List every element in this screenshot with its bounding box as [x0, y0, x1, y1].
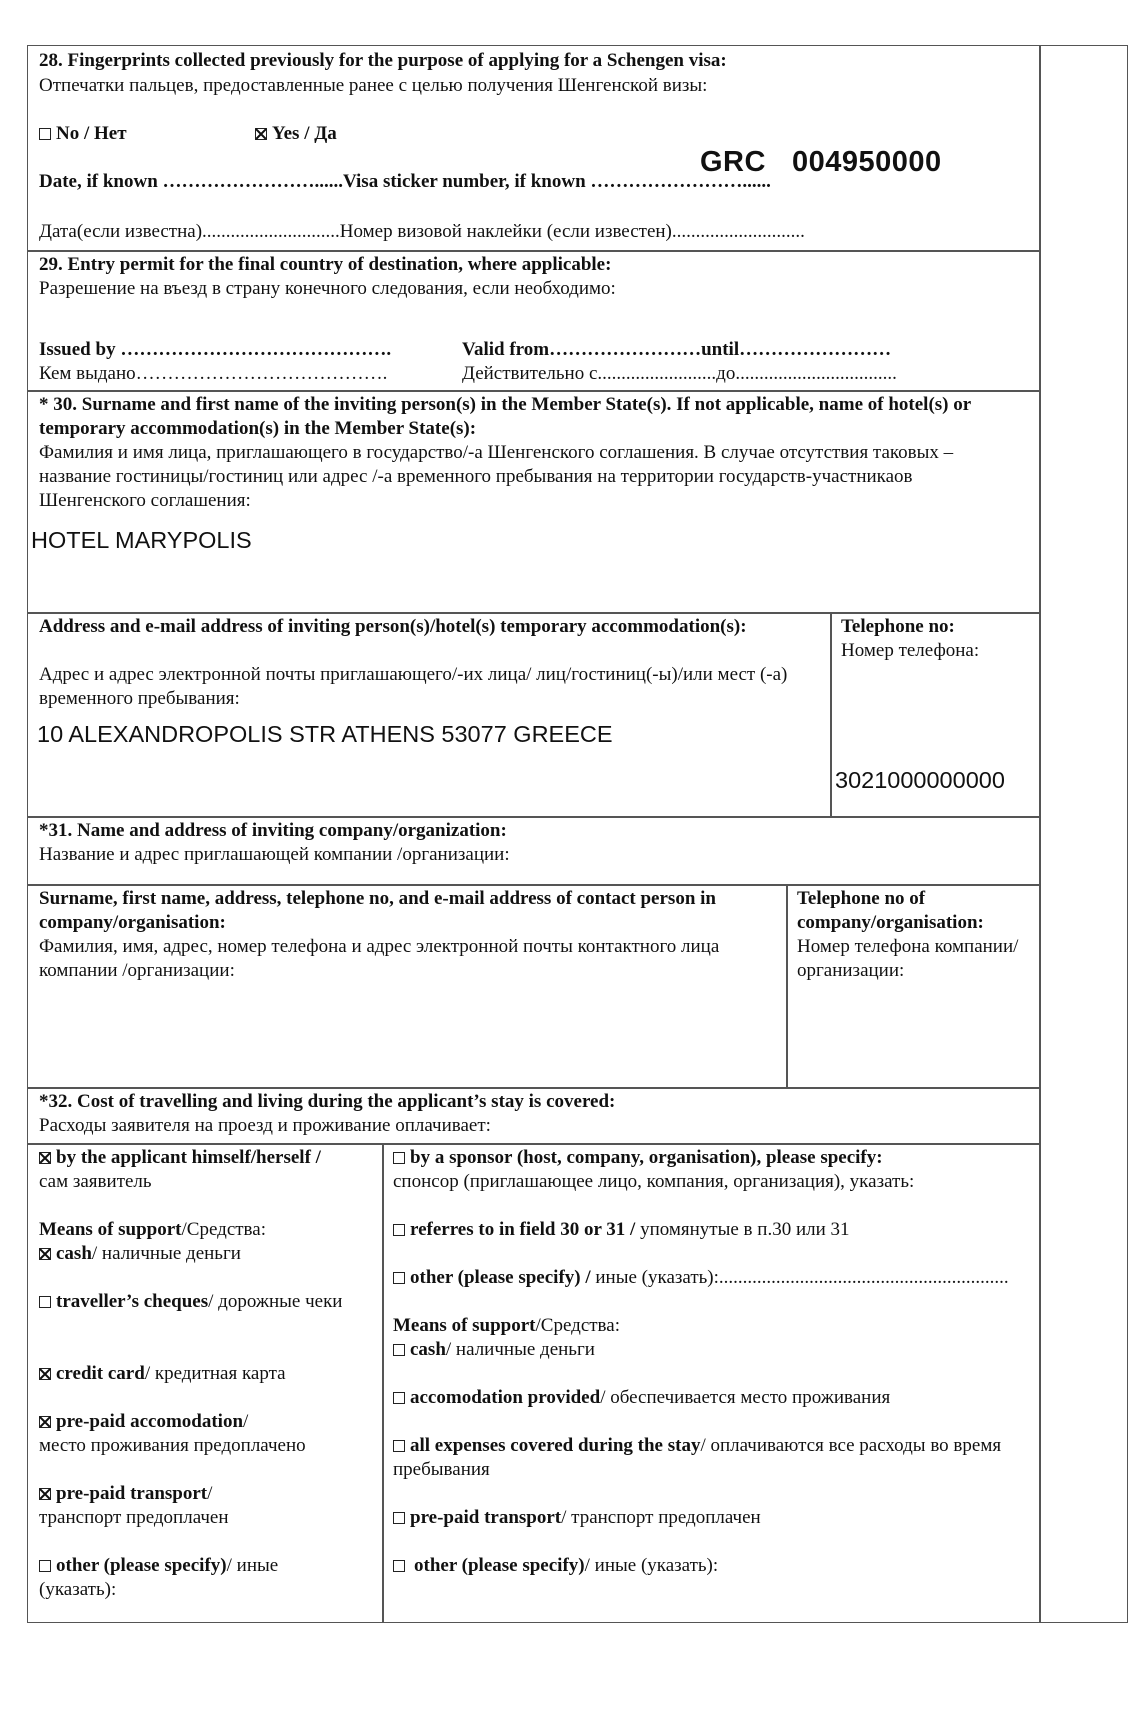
right-cash-option[interactable]: cash/ наличные деньги	[393, 1338, 595, 1362]
left-other-option[interactable]: other (please specify)/ иные (указать):	[39, 1555, 279, 1600]
left-transport-ru: транспорт предоплачен	[39, 1507, 229, 1528]
contact-title-ru: Фамилия, имя, адрес, номер телефона и адрес электронной почты контактного лица компании /организации:	[39, 936, 720, 981]
field-29-issued-by[interactable]: Issued by …………………………………….	[39, 339, 392, 360]
left-other-checkbox[interactable]	[39, 1560, 51, 1572]
right-other-option[interactable]: other (please specify) / иные (указать):.............................................................	[393, 1266, 1009, 1290]
address-title: Address and e-mail address of inviting person(s)/hotel(s) temporary accommodation(s):	[39, 616, 747, 637]
phone-value[interactable]: 3021000000000	[835, 767, 1005, 793]
right-margin-column-line	[1039, 45, 1041, 1623]
left-transport-option[interactable]: pre-paid transport/	[39, 1482, 212, 1506]
right-means-of-support: Means of support/Средства:	[393, 1315, 620, 1336]
right-accom-option[interactable]: accomodation provided/ обеспечивается место проживания	[393, 1386, 890, 1410]
left-cash-option[interactable]: cash/ наличные деньги	[39, 1242, 241, 1266]
field-32-title: *32. Cost of travelling and living during the applicant’s stay is covered:	[39, 1091, 616, 1112]
contact-title: Surname, first name, address, telephone no, and e-mail address of contact person in company/organisation:	[39, 888, 716, 933]
applicant-checkbox-checked[interactable]	[39, 1152, 51, 1164]
left-cheques-option[interactable]: traveller’s cheques/ дорожные чеки	[39, 1290, 359, 1314]
visa-sticker-prefix[interactable]: GRC	[700, 146, 766, 178]
cash-checkbox-checked[interactable]	[39, 1248, 51, 1260]
right-referres-option[interactable]: referres to in field 30 or 31 / упомянутые в п.30 или 31	[393, 1218, 850, 1242]
field-29-issued-by-ru: Кем выдано………………………………….	[39, 363, 388, 384]
field-29-title: 29. Entry permit for the final country of destination, where applicable:	[39, 254, 612, 275]
divider-31-contact	[27, 884, 1040, 886]
right-transport-option[interactable]: pre-paid transport/ транспорт предоплачен	[393, 1506, 761, 1530]
divider-address-31	[27, 816, 1040, 818]
credit-card-checkbox-checked[interactable]	[39, 1368, 51, 1380]
transport-checkbox-checked[interactable]	[39, 1488, 51, 1500]
field-28-date-line-ru: Дата(если известна).............................Номер визовой наклейки (если известен)............................	[39, 221, 805, 242]
field-29-title-ru: Разрешение на въезд в страну конечного следования, если необходимо:	[39, 278, 616, 299]
applicant-option[interactable]	[39, 1146, 321, 1170]
yes-checkbox-checked[interactable]	[255, 128, 267, 140]
divider-28-29	[27, 250, 1040, 252]
accom-checkbox-checked[interactable]	[39, 1416, 51, 1428]
sponsor-label: by a sponsor (host, company, organisation), please specify:	[410, 1147, 883, 1168]
field-29-valid-from[interactable]: Valid from……………………until……………………	[462, 339, 892, 360]
right-cash-checkbox[interactable]	[393, 1344, 405, 1356]
right-other2-checkbox[interactable]	[393, 1560, 405, 1572]
divider-contact-phone	[786, 884, 788, 1088]
phone-title-ru: Номер телефона:	[841, 640, 980, 661]
field-32-title-ru: Расходы заявителя на проезд и проживание оплачивает:	[39, 1115, 491, 1136]
phone-title: Telephone no:	[841, 616, 955, 637]
field-30-hotel-value[interactable]: HOTEL MARYPOLIS	[31, 527, 252, 553]
divider-30-address	[27, 612, 1040, 614]
applicant-label-ru: сам заявитель	[39, 1171, 152, 1192]
left-accom-option[interactable]: pre-paid accomodation/	[39, 1410, 248, 1434]
right-expenses-checkbox[interactable]	[393, 1440, 405, 1452]
divider-contact-32	[27, 1087, 1040, 1089]
company-phone-title: Telephone no of company/organisation:	[797, 888, 984, 933]
field-31-title-ru: Название и адрес приглашающей компании /организации:	[39, 844, 510, 865]
divider-32-options	[27, 1143, 1040, 1145]
address-value[interactable]: 10 ALEXANDROPOLIS STR ATHENS 53077 GREECE	[37, 721, 613, 747]
field-31-title: *31. Name and address of inviting company/organization:	[39, 820, 507, 841]
right-other-checkbox[interactable]	[393, 1272, 405, 1284]
applicant-label: by the applicant himself/herself /	[56, 1147, 321, 1168]
field-28-title: 28. Fingerprints collected previously for the purpose of applying for a Schengen visa:	[39, 50, 727, 71]
right-accom-checkbox[interactable]	[393, 1392, 405, 1404]
field-30-title: * 30. Surname and first name of the inviting person(s) in the Member State(s). If not applicable, name of hotel(s) or temporary accommodation(s) in the Member State(s):	[39, 394, 971, 439]
sponsor-label-ru: спонсор (приглашающее лицо, компания, организация), указать:	[393, 1171, 915, 1192]
divider-address-phone	[830, 612, 832, 817]
divider-29-30	[27, 390, 1040, 392]
yes-label: Yes / Да	[272, 123, 337, 144]
field-29-valid-from-ru: Действительно с.........................до..................................	[462, 363, 897, 384]
right-transport-checkbox[interactable]	[393, 1512, 405, 1524]
left-accom-ru: место проживания предоплачено	[39, 1435, 306, 1456]
right-expenses-option[interactable]: all expenses covered during the stay/ оплачиваются все расходы во время пребывания	[393, 1435, 1002, 1480]
field-28-yes-option[interactable]	[255, 122, 337, 146]
left-means-of-support: Means of support/Средства:	[39, 1219, 266, 1240]
no-checkbox[interactable]	[39, 128, 51, 140]
field-28-no-option[interactable]	[39, 122, 127, 146]
field-30-title-ru: Фамилия и имя лица, приглашающего в государство/-а Шенгенского соглашения. В случае отсутствия таковых – название гостиницы/гостиниц или адрес /-а временного пребывания на территории государств-участникаов Шенгенского соглашения:	[39, 442, 954, 511]
field-28-title-ru: Отпечатки пальцев, предоставленные ранее с целью получения Шенгенской визы:	[39, 75, 708, 96]
left-credit-card-option[interactable]: credit card/ кредитная карта	[39, 1362, 286, 1386]
field-28-date-line: Date, if known ……………………......Visa sticker number, if known ……………………......	[39, 171, 771, 192]
company-phone-title-ru: Номер телефона компании/организации:	[797, 936, 1019, 981]
divider-32-columns	[382, 1143, 384, 1623]
address-title-ru: Адрес и адрес электронной почты приглашающего/-их лица/ лиц/гостиниц(-ы)/или мест (-а) временного пребывания:	[39, 664, 788, 709]
sponsor-checkbox[interactable]	[393, 1152, 405, 1164]
right-other2-option[interactable]: other (please specify)/ иные (указать):	[393, 1554, 718, 1578]
referres-checkbox[interactable]	[393, 1224, 405, 1236]
sponsor-option[interactable]	[393, 1146, 883, 1170]
cheques-checkbox[interactable]	[39, 1296, 51, 1308]
visa-sticker-number[interactable]: 004950000	[792, 146, 942, 178]
no-label: No / Нет	[56, 123, 127, 144]
